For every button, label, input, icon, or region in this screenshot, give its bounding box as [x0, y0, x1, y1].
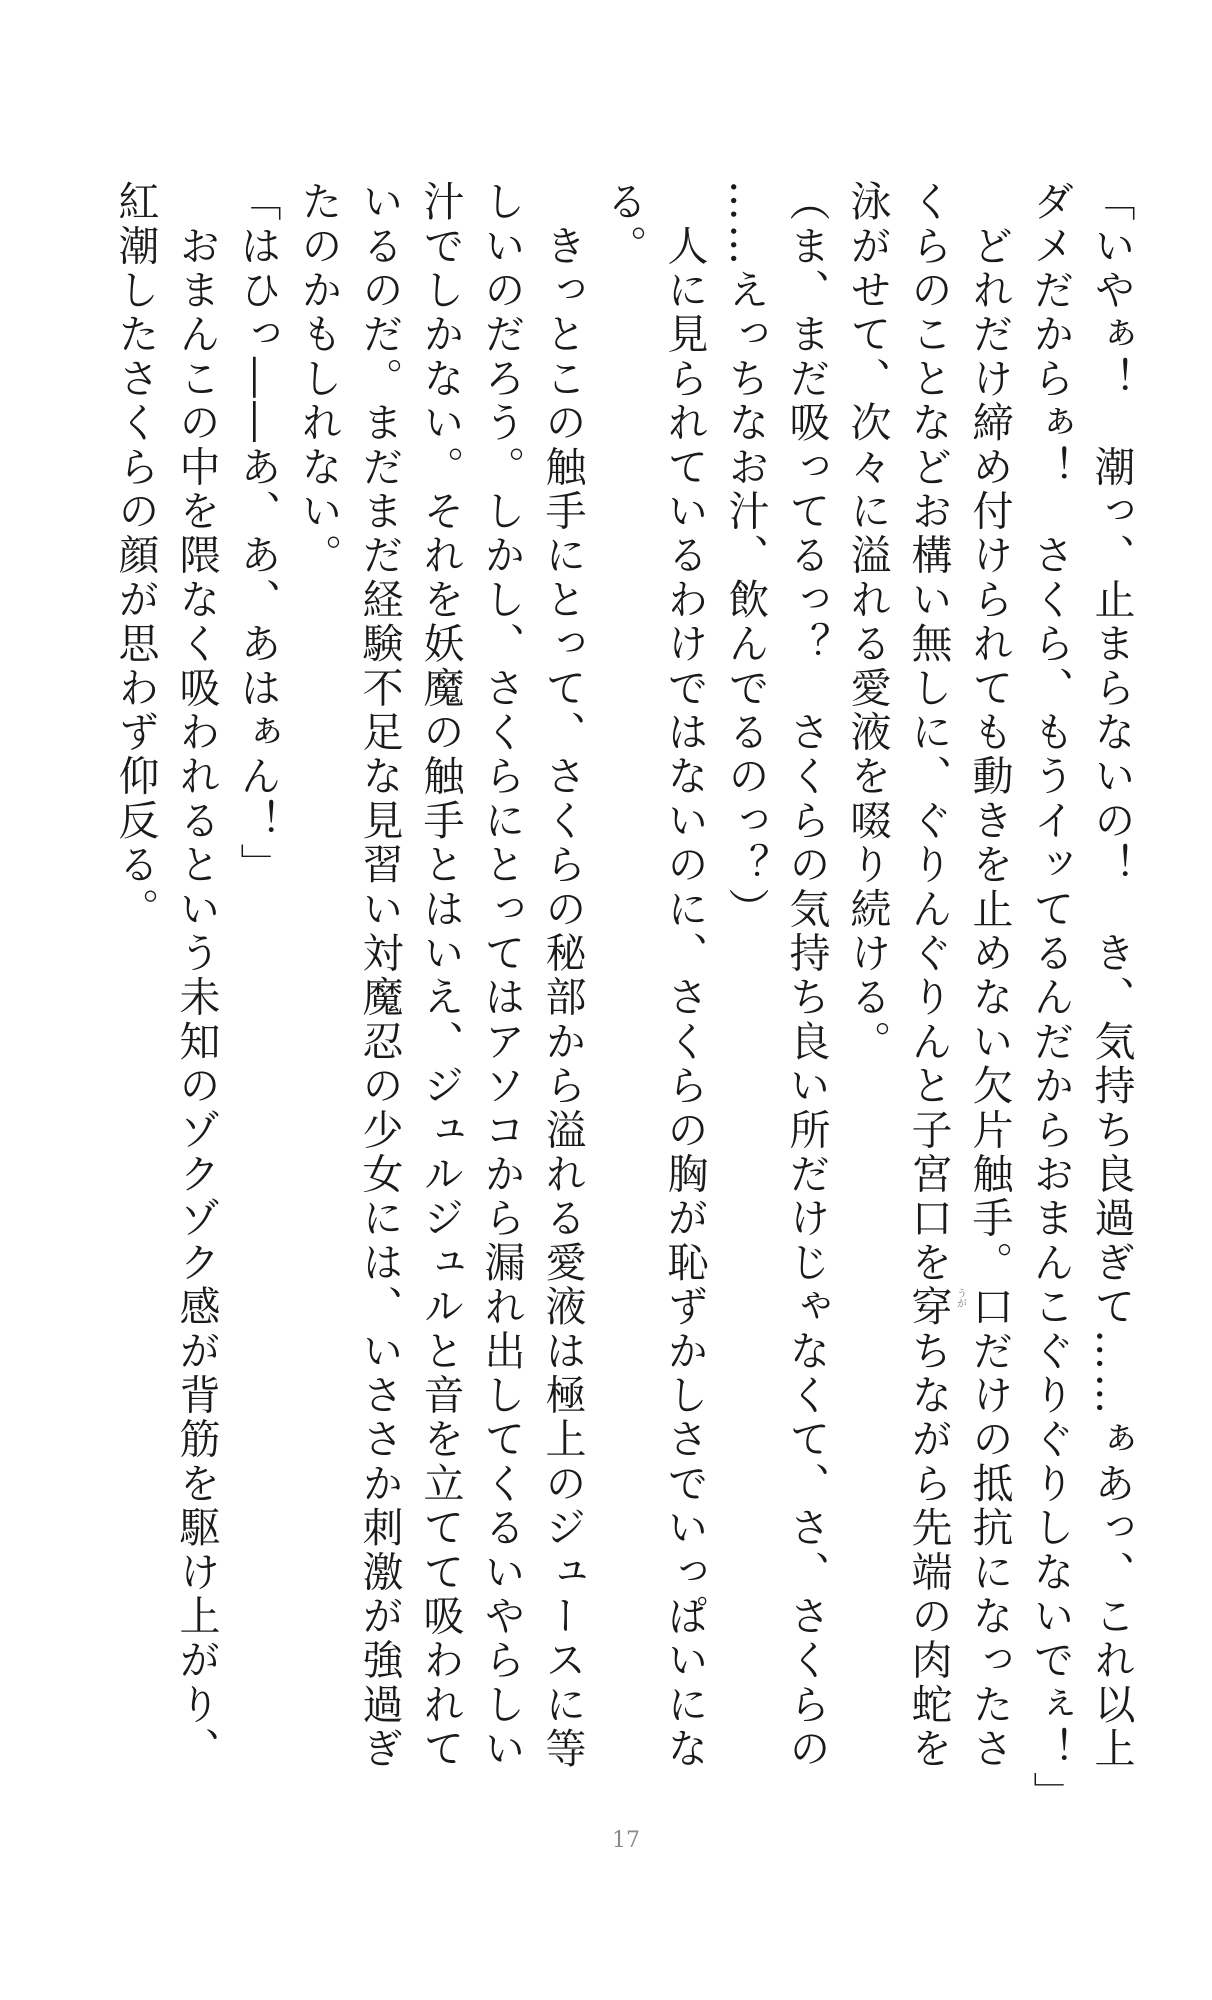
text-line: たのかもしれない。 [294, 180, 343, 578]
text-line-with-ruby [904, 180, 966, 1780]
text-line: おまんこの中を隈なく吸われるという未知のゾクゾク感が背筋を駆け上がり、 [172, 180, 221, 1772]
text-line: どれだけ締め付けられても動きを止めない欠片触手。口だけの抵抗になったさ [965, 180, 1014, 1772]
page-number: 17 [612, 1828, 640, 1853]
text-line: いるのだ。まだまだ経験不足な見習い対魔忍の少女には、いささか刺激が強過ぎ [355, 180, 404, 1772]
text-segment: ちながら先端の肉蛇を [904, 1329, 953, 1772]
text-line: る。 [599, 180, 648, 269]
text-line: 泳がせて、次々に溢れる愛液を啜り続ける。 [843, 180, 892, 1064]
text-line: しいのだろう。しかし、さくらにとってはアソコから漏れ出してくるいやらしい [477, 180, 526, 1772]
text-segment: くらのことなどお構い無しに、ぐりんぐりんと子宮口を [904, 180, 953, 1285]
text-line: ダメだからぁ！ さくら、もうイッてるんだからおまんこぐりぐりしないでぇ！」 [1026, 180, 1075, 1816]
text-line: 「はひっ――あ、あ、あはぁん！」 [233, 180, 282, 888]
text-line: 「いやぁ！ 潮っ、止まらないの！ き、気持ち良過ぎて……ぁあっ、これ以上 [1087, 180, 1136, 1772]
text-line: きっとこの触手にとって、さくらの秘部から溢れる愛液は極上のジュースに等 [538, 180, 587, 1772]
text-line: （ま、まだ吸ってるっ？ さくらの気持ち良い所だけじゃなくて、さ、さくらの [782, 180, 831, 1772]
text-line: ……えっちなお汁、飲んでるのっ？） [721, 180, 770, 932]
text-line: 汁でしかない。それを妖魔の触手とはいえ、ジュルジュルと音を立てて吸われて [416, 180, 465, 1772]
vertical-text-body [105, 180, 1142, 1816]
text-line: 人に見られているわけではないのに、さくらの胸が恥ずかしさでいっぱいにな [660, 180, 709, 1772]
ruby-base: 穿 [904, 1285, 953, 1330]
ruby-text: うが [954, 1288, 966, 1308]
text-line: 紅潮したさくらの顔が思わず仰反る。 [111, 180, 160, 932]
